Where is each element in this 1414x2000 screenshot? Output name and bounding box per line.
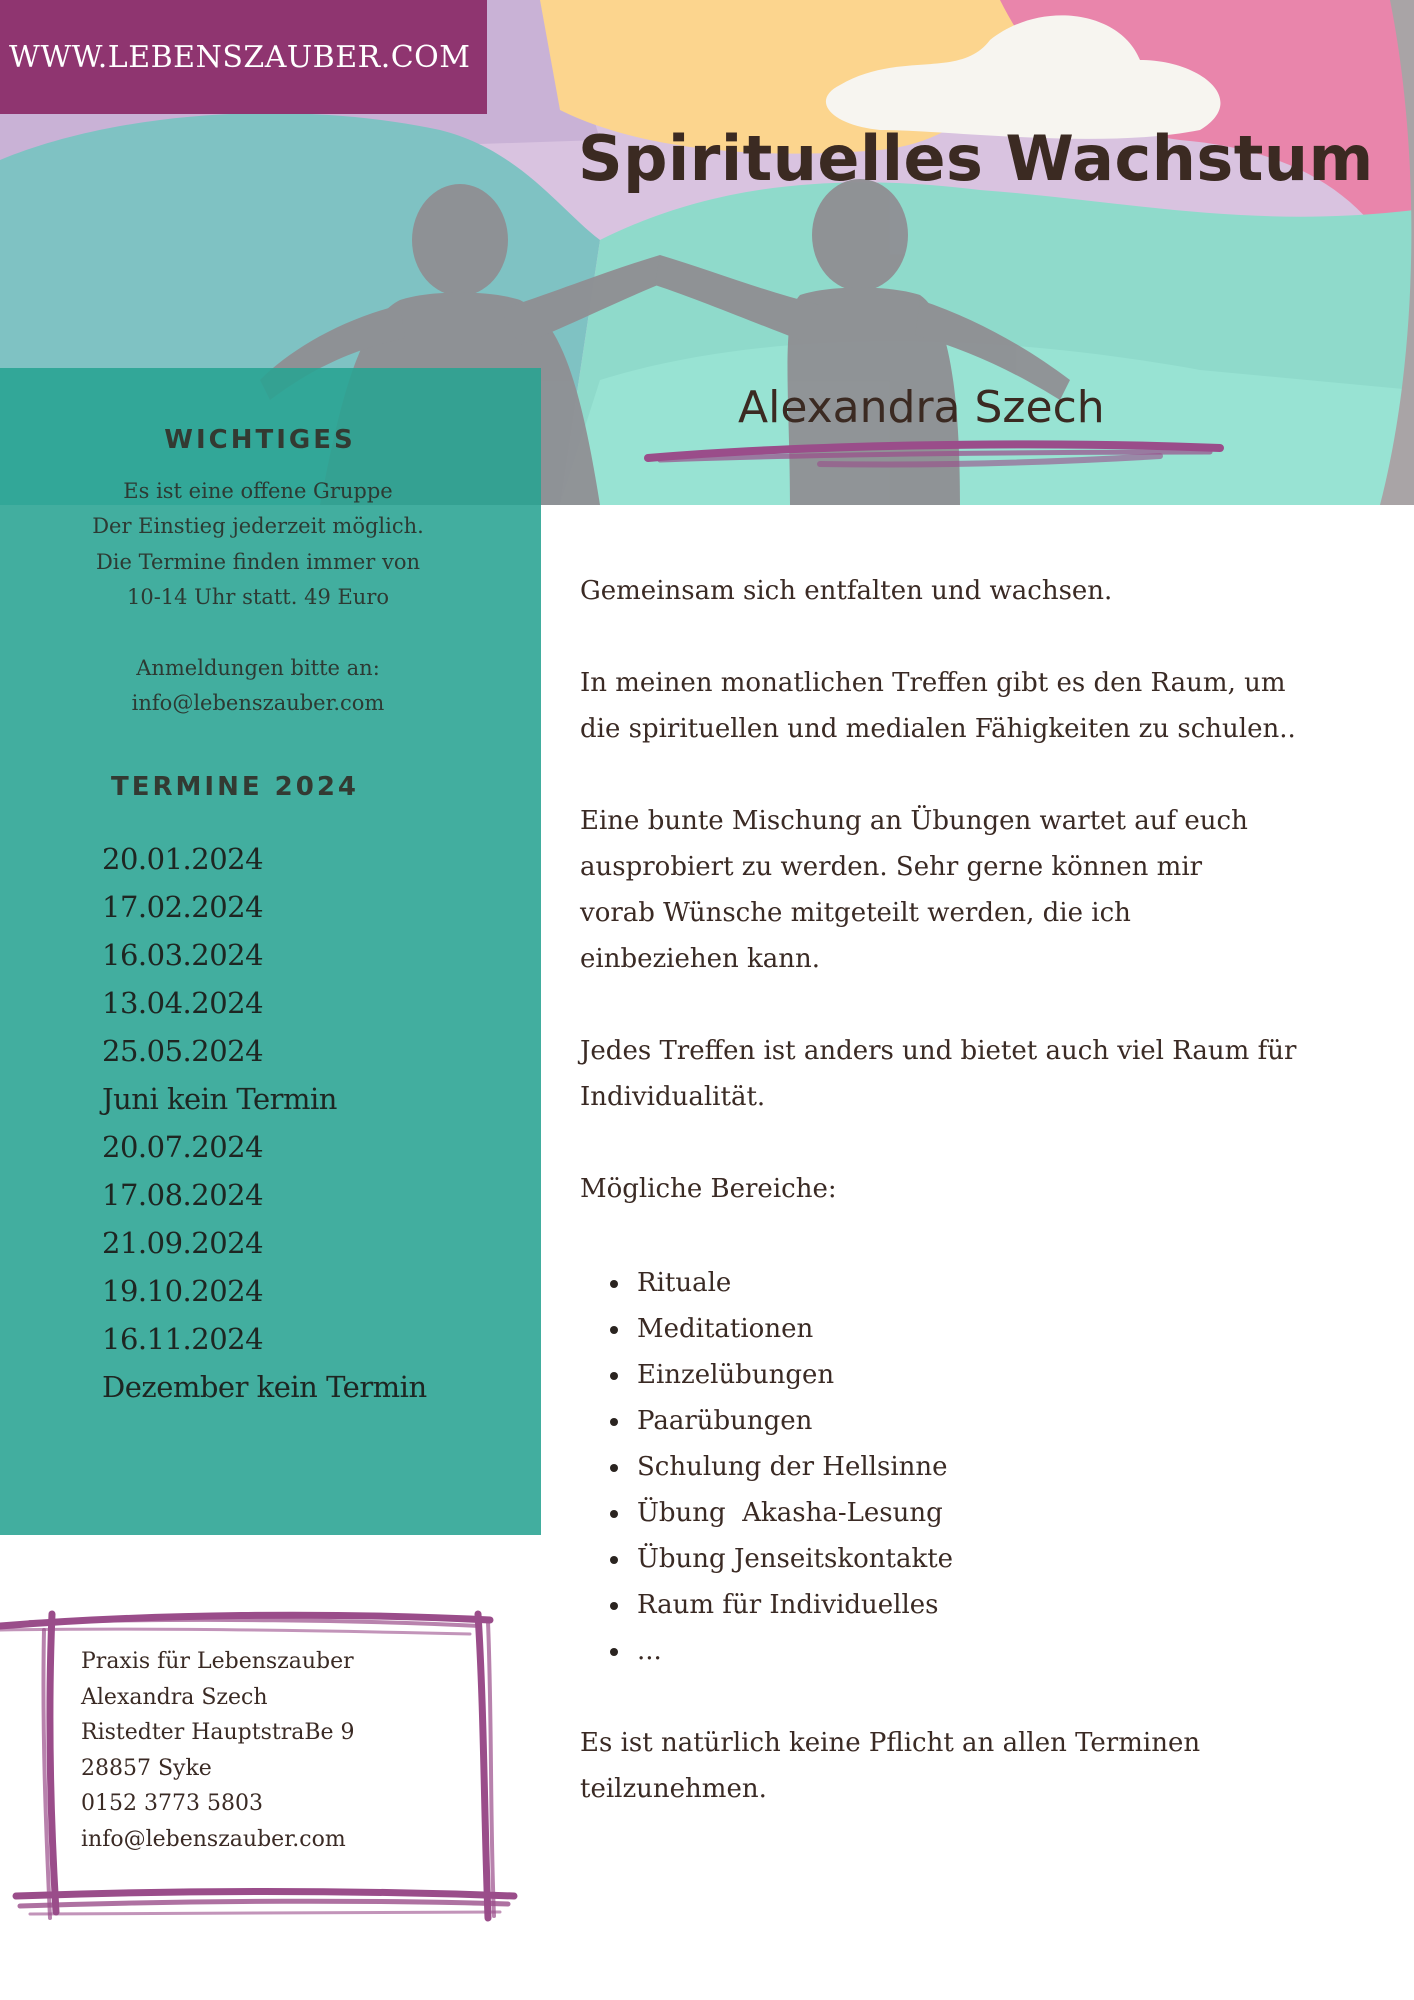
- info-line: 10-14 Uhr statt. 49 Euro: [126, 585, 390, 609]
- list-item-label: Einzelübungen: [637, 1360, 835, 1390]
- contact-phone[interactable]: 0152 3773 5803: [81, 1791, 263, 1816]
- website-url-banner[interactable]: [0, 0, 487, 114]
- dates-list: [102, 835, 427, 1411]
- bullet-icon: [610, 1372, 618, 1380]
- date-item: 17.08.2024: [102, 1178, 264, 1212]
- bullet-icon: [610, 1280, 618, 1288]
- date-item: 20.07.2024: [102, 1130, 264, 1164]
- bullet-icon: [610, 1648, 618, 1656]
- date-item: 19.10.2024: [102, 1274, 264, 1308]
- list-item-label: Übung Jenseitskontakte: [637, 1544, 954, 1574]
- closing-line: teilzunehmen.: [580, 1774, 767, 1804]
- termine-heading: TERMINE 2024: [111, 772, 359, 802]
- list-item-label: Raum für Individuelles: [637, 1590, 939, 1620]
- contact-line: Alexandra Szech: [81, 1684, 268, 1710]
- list-item-label: Übung Akasha-Lesung: [637, 1498, 943, 1528]
- list-item: [580, 1306, 953, 1352]
- info-sidebar: [0, 368, 541, 1535]
- website-url[interactable]: WWW.LEBENSZAUBER.COM: [9, 39, 471, 75]
- info-line: Die Termine finden immer von: [95, 550, 421, 574]
- contact-line: Praxis für Lebenszauber: [81, 1649, 354, 1674]
- page-title: Spirituelles Wachstum: [578, 122, 1374, 195]
- bullet-icon: [610, 1464, 618, 1472]
- paragraph-line: In meinen monatlichen Treffen gibt es den Raum, um: [580, 668, 1286, 698]
- date-item: 25.05.2024: [102, 1034, 264, 1068]
- list-item: [580, 1398, 953, 1444]
- paragraph-2: [580, 798, 1380, 982]
- contact-line: 28857 Syke: [81, 1755, 212, 1781]
- contact-line: Ristedter HauptstraBe 9: [81, 1720, 355, 1745]
- paragraph-1: [580, 660, 1380, 752]
- registration-line: Anmeldungen bitte an:: [136, 656, 380, 680]
- info-line: Der Einstieg jederzeit möglich.: [92, 514, 424, 538]
- info-line: Es ist eine offene Gruppe: [123, 479, 393, 503]
- date-item: 13.04.2024: [102, 986, 264, 1020]
- list-item-label: Meditationen: [637, 1314, 814, 1344]
- date-item: 21.09.2024: [102, 1226, 264, 1260]
- bullet-icon: [610, 1510, 618, 1518]
- paragraph-line: Individualität.: [580, 1082, 766, 1112]
- paragraph-line: die spirituellen und medialen Fähigkeiten zu schulen..: [580, 714, 1296, 744]
- list-item: [580, 1444, 953, 1490]
- closing-line: Es ist natürlich keine Pflicht an allen Terminen: [580, 1728, 1201, 1758]
- list-item: [580, 1490, 953, 1536]
- intro-line: Gemeinsam sich entfalten und wachsen.: [580, 576, 1113, 606]
- registration-email[interactable]: info@lebenszauber.com: [131, 691, 385, 715]
- closing-text: [580, 1720, 1200, 1812]
- author-name: Alexandra Szech: [738, 382, 1105, 433]
- list-item: [580, 1260, 953, 1306]
- paragraph-line: ausprobiert zu werden. Sehr gerne können mir: [580, 852, 1203, 882]
- main-content: [580, 568, 1380, 1212]
- paragraph-line: einbeziehen kann.: [580, 944, 821, 974]
- list-item-label: Rituale: [637, 1268, 732, 1298]
- brush-underline: [640, 436, 1230, 476]
- paragraph-line: Eine bunte Mischung an Übungen wartet auf euch: [580, 806, 1248, 836]
- date-item: Dezember kein Termin: [102, 1370, 427, 1404]
- list-item: [580, 1536, 953, 1582]
- date-item: 16.03.2024: [102, 938, 264, 972]
- bullet-icon: [610, 1418, 618, 1426]
- contact-info: [81, 1644, 355, 1857]
- bereiche-heading: [580, 1166, 1380, 1212]
- date-item: Juni kein Termin: [102, 1082, 337, 1116]
- bereiche-heading-text: Mögliche Bereiche:: [580, 1174, 837, 1204]
- list-item-label: ...: [637, 1636, 662, 1666]
- bullet-icon: [610, 1556, 618, 1564]
- date-item: 16.11.2024: [102, 1322, 264, 1356]
- intro-text: [580, 568, 1380, 614]
- paragraph-3: [580, 1028, 1380, 1120]
- wichtiges-heading: WICHTIGES: [164, 425, 356, 455]
- date-item: 17.02.2024: [102, 890, 264, 924]
- list-item-label: Schulung der Hellsinne: [637, 1452, 948, 1482]
- list-item: [580, 1352, 953, 1398]
- list-item-label: Paarübungen: [637, 1406, 813, 1436]
- paragraph-line: Jedes Treffen ist anders und bietet auch viel Raum für: [580, 1036, 1297, 1066]
- date-item: 20.01.2024: [102, 842, 264, 876]
- bullet-icon: [610, 1602, 618, 1610]
- list-item: [580, 1628, 953, 1674]
- bullet-icon: [610, 1326, 618, 1334]
- contact-email[interactable]: info@lebenszauber.com: [81, 1826, 346, 1852]
- list-item: [580, 1582, 953, 1628]
- paragraph-line: vorab Wünsche mitgeteilt werden, die ich: [580, 898, 1131, 928]
- bereiche-list: [580, 1260, 953, 1674]
